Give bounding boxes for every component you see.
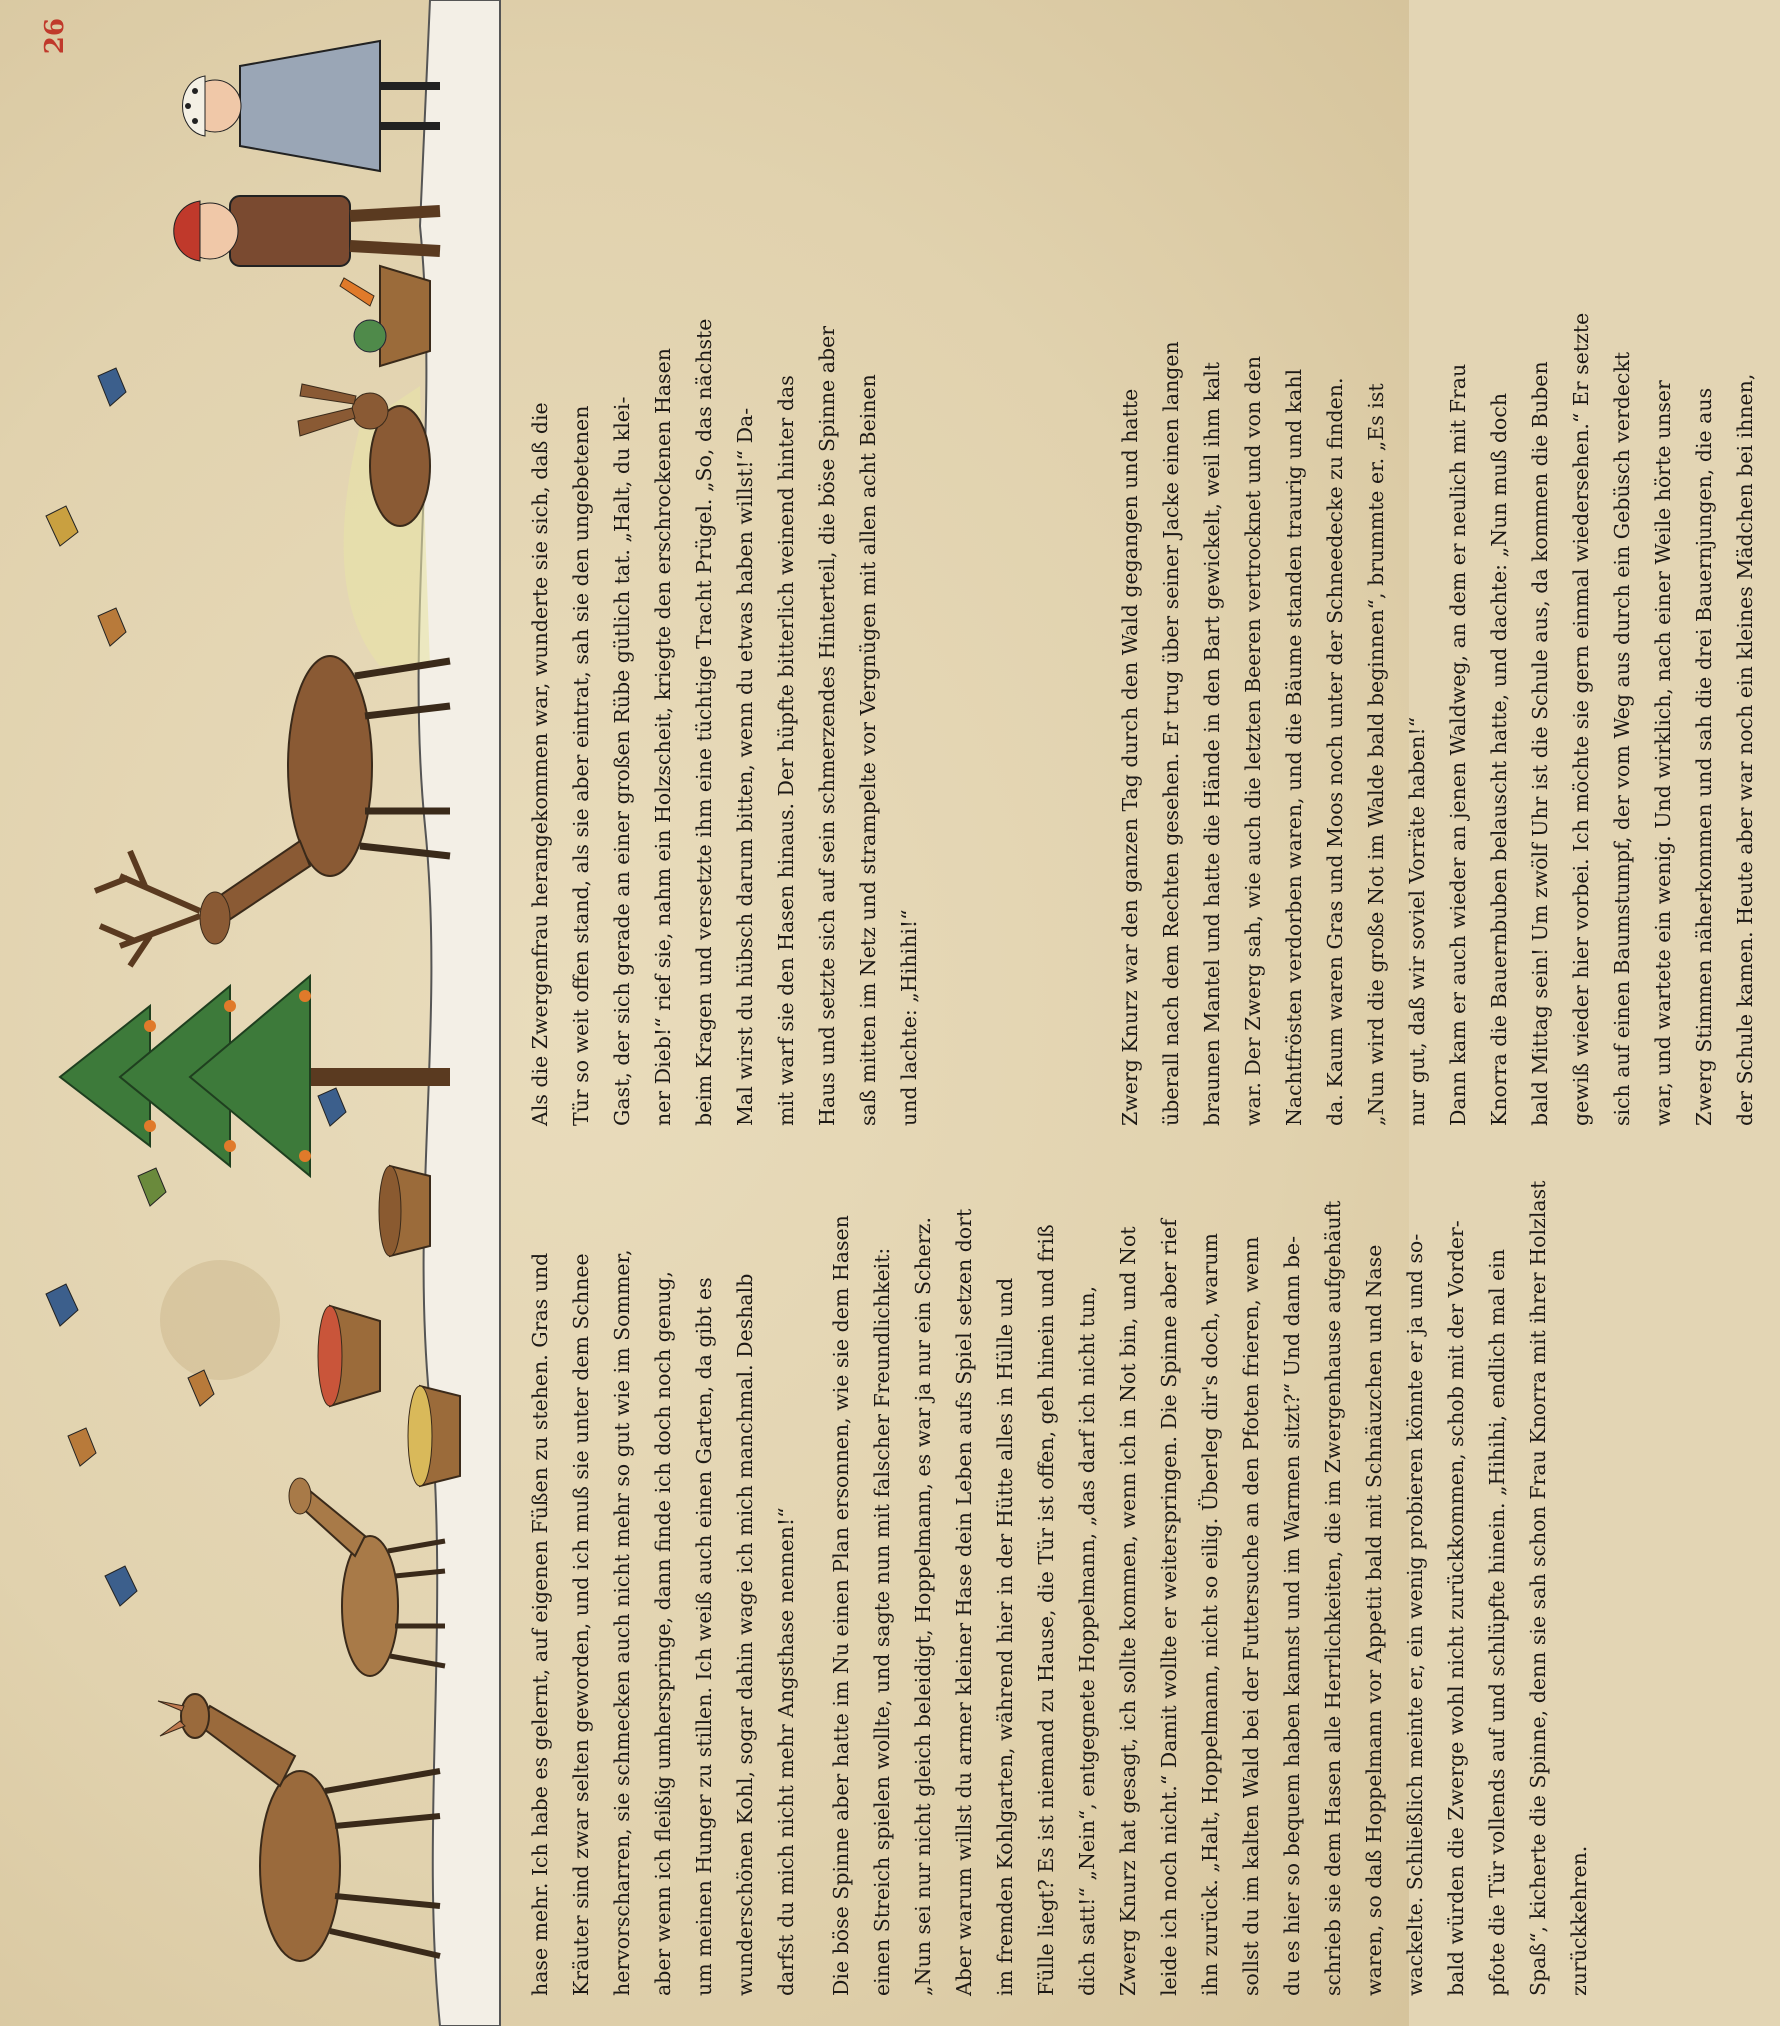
text-line: ner Dieb!“ rief sie, nahm ein Holzscheit, kriegte den erschrockenen Hasen xyxy=(651,348,675,1126)
text-line: Die böse Spinne aber hatte im Nu einen Plan ersonnen, wie sie dem Hasen xyxy=(829,1215,853,1996)
text-line: Dann kam er auch wieder an jenen Waldweg, an dem er neulich mit Frau xyxy=(1446,363,1470,1126)
text-line: nur gut, daß wir soviel Vorräte haben!“ xyxy=(1405,716,1429,1126)
text-line: bald würden die Zwerge wohl nicht zurückkommen, schob mit der Vorder- xyxy=(1444,1220,1468,1996)
text-line: Knorra die Bauernbuben belauscht hatte, und dachte: „Nun muß doch xyxy=(1487,392,1511,1126)
text-line: und lachte: „Hihihi!“ xyxy=(897,909,921,1126)
paragraph xyxy=(520,1156,807,1996)
text-line: Kräuter sind zwar selten geworden, und ich muß sie unter dem Schnee xyxy=(569,1253,593,1996)
paragraph xyxy=(1110,36,1766,1126)
text-line: überall nach dem Rechten gesehen. Er trug über seiner Jacke einen langen xyxy=(1159,341,1183,1126)
text-line: hervorscharren, sie schmecken auch nicht mehr so gut wie im Sommer, xyxy=(610,1249,634,1996)
text-column-right-top xyxy=(520,36,944,1126)
text-line: sollst du im kalten Wald bei der Futtersuche an den Pfoten frieren, wenn xyxy=(1239,1236,1263,1996)
text-line: du es hier so bequem haben kannst und im Warmen sitzt?“ Und dann be- xyxy=(1280,1235,1304,1996)
text-line: da. Kaum waren Gras und Moos noch unter der Schneedecke zu finden. xyxy=(1323,377,1347,1126)
text-line: Fülle liegt? Es ist niemand zu Hause, die Tür ist offen, geh hinein und friß xyxy=(1034,1224,1058,1996)
text-line: Aber warum willst du armer kleiner Hase dein Leben aufs Spiel setzen dort xyxy=(952,1208,976,1996)
text-line: Zwerg Knurz hat gesagt, ich sollte kommen, wenn ich in Not bin, und Not xyxy=(1116,1226,1140,1996)
text-line: wunderschönen Kohl, sogar dahin wage ich mich manchmal. Deshalb xyxy=(733,1273,757,1996)
fawn-deer xyxy=(289,1478,445,1676)
text-line: dich satt!“ „Nein“, entgegnete Hoppelmann, „das darf ich nicht tun, xyxy=(1075,1285,1099,1996)
text-line: „Nun wird die große Not im Walde bald beginnen“, brummte er. „Es ist xyxy=(1364,383,1388,1126)
text-line: ihn zurück. „Halt, Hoppelmann, nicht so eilig. Überleg dir's doch, warum xyxy=(1198,1233,1222,1996)
paragraph xyxy=(520,36,930,1126)
text-line: darfst du mich nicht mehr Angsthase nennen!“ xyxy=(774,1507,798,1996)
girl-headscarf xyxy=(183,41,441,171)
text-line: Tür so weit offen stand, als sie aber eintrat, sah sie den ungebetenen xyxy=(569,405,593,1126)
doe-deer xyxy=(158,1694,440,1961)
text-line: leide ich noch nicht.“ Damit wollte er weiterspringen. Die Spinne aber rief xyxy=(1157,1219,1181,1996)
text-line: einen Streich spielen wollte, und sagte nun mit falscher Freundlichkeit: xyxy=(870,1247,894,1996)
text-line: wackelte. Schließlich meinte er, ein wenig probieren könnte er ja und so- xyxy=(1403,1233,1427,1996)
text-line: Gast, der sich gerade an einer großen Rübe gütlich tat. „Halt, du klei- xyxy=(610,396,634,1126)
text-line: beim Kragen und versetzte ihm eine tüchtige Tracht Prügel. „So, das nächste xyxy=(692,318,716,1126)
text-line: Spaß“, kicherte die Spinne, denn sie sah schon Frau Knorra mit ihrer Holzlast xyxy=(1526,1180,1550,1996)
text-column-left xyxy=(520,1156,1614,1996)
vegetable-basket xyxy=(340,266,430,366)
text-line: braunen Mantel und hatte die Hände in den Bart gewickelt, weil ihm kalt xyxy=(1200,361,1224,1126)
text-line: Haus und setzte sich auf sein schmerzendes Hinterteil, die böse Spinne aber xyxy=(815,325,839,1126)
page-number: 26 xyxy=(40,18,70,55)
text-line: zurückkehren. xyxy=(1567,1845,1591,1996)
paragraph xyxy=(821,1156,1600,1996)
text-line: pfote die Tür vollends auf und schlüpfte hinein. „Hihihi, endlich mal ein xyxy=(1485,1248,1509,1996)
text-line: sich auf einen Baumstumpf, der vom Weg aus durch ein Gebüsch verdeckt xyxy=(1610,351,1634,1126)
text-line: Zwerg Knurz war den ganzen Tag durch den Wald gegangen und hatte xyxy=(1118,388,1142,1126)
text-line: um meinen Hunger zu stillen. Ich weiß auch einen Garten, da gibt es xyxy=(692,1277,716,1996)
text-line: Nachtfrösten verdorben waren, und die Bäume standen traurig und kahl xyxy=(1282,368,1306,1126)
text-line: im fremden Kohlgarten, während hier in der Hütte alles in Hülle und xyxy=(993,1277,1017,1996)
text-line: Mal wirst du hübsch darum bitten, wenn du etwas haben willst!“ Da- xyxy=(733,407,757,1126)
text-line: war, und wartete ein wenig. Und wirklich, nach einer Weile hörte unser xyxy=(1651,380,1675,1126)
text-line: „Nun sei nur nicht gleich beleidigt, Hoppelmann, es war ja nur ein Scherz. xyxy=(911,1217,935,1996)
text-line: saß mitten im Netz und strampelte vor Vergnügen mit allen acht Beinen xyxy=(856,374,880,1126)
boy-red-cap xyxy=(174,196,440,266)
text-line: aber wenn ich fleißig umherspringe, dann finde ich doch noch genug, xyxy=(651,1270,675,1996)
text-column-right-bottom xyxy=(1110,36,1780,1126)
text-line: der Schule kamen. Heute aber war noch ein kleines Mädchen bei ihnen, xyxy=(1733,373,1757,1126)
illustration-winter-forest xyxy=(0,0,500,2026)
text-line: Als die Zwergenfrau herangekommen war, wunderte sie sich, daß die xyxy=(528,402,552,1126)
stag-deer xyxy=(95,656,450,966)
text-line: waren, so daß Hoppelmann vor Appetit bald mit Schnäuzchen und Nase xyxy=(1362,1244,1386,1996)
text-line: war. Der Zwerg sah, wie auch die letzten Beeren vertrocknet und von den xyxy=(1241,355,1265,1126)
text-line: hase mehr. Ich habe es gelernt, auf eigenen Füßen zu stehen. Gras und xyxy=(528,1252,552,1996)
text-line: mit warf sie den Hasen hinaus. Der hüpfte bitterlich weinend hinter das xyxy=(774,375,798,1126)
fir-tree xyxy=(60,976,450,1176)
text-line: bald Mittag sein! Um zwölf Uhr ist die Schule aus, da kommen die Buben xyxy=(1528,361,1552,1126)
text-line: gewiß wieder hier vorbei. Ich möchte sie gern einmal wiedersehen.“ Er setzte xyxy=(1569,312,1593,1126)
text-line: Zwerg Stimmen näherkommen und sah die drei Bauernjungen, die aus xyxy=(1692,387,1716,1126)
text-line: schrieb sie dem Hasen alle Herrlichkeiten, die im Zwergenhause aufgehäuft xyxy=(1321,1200,1345,1996)
